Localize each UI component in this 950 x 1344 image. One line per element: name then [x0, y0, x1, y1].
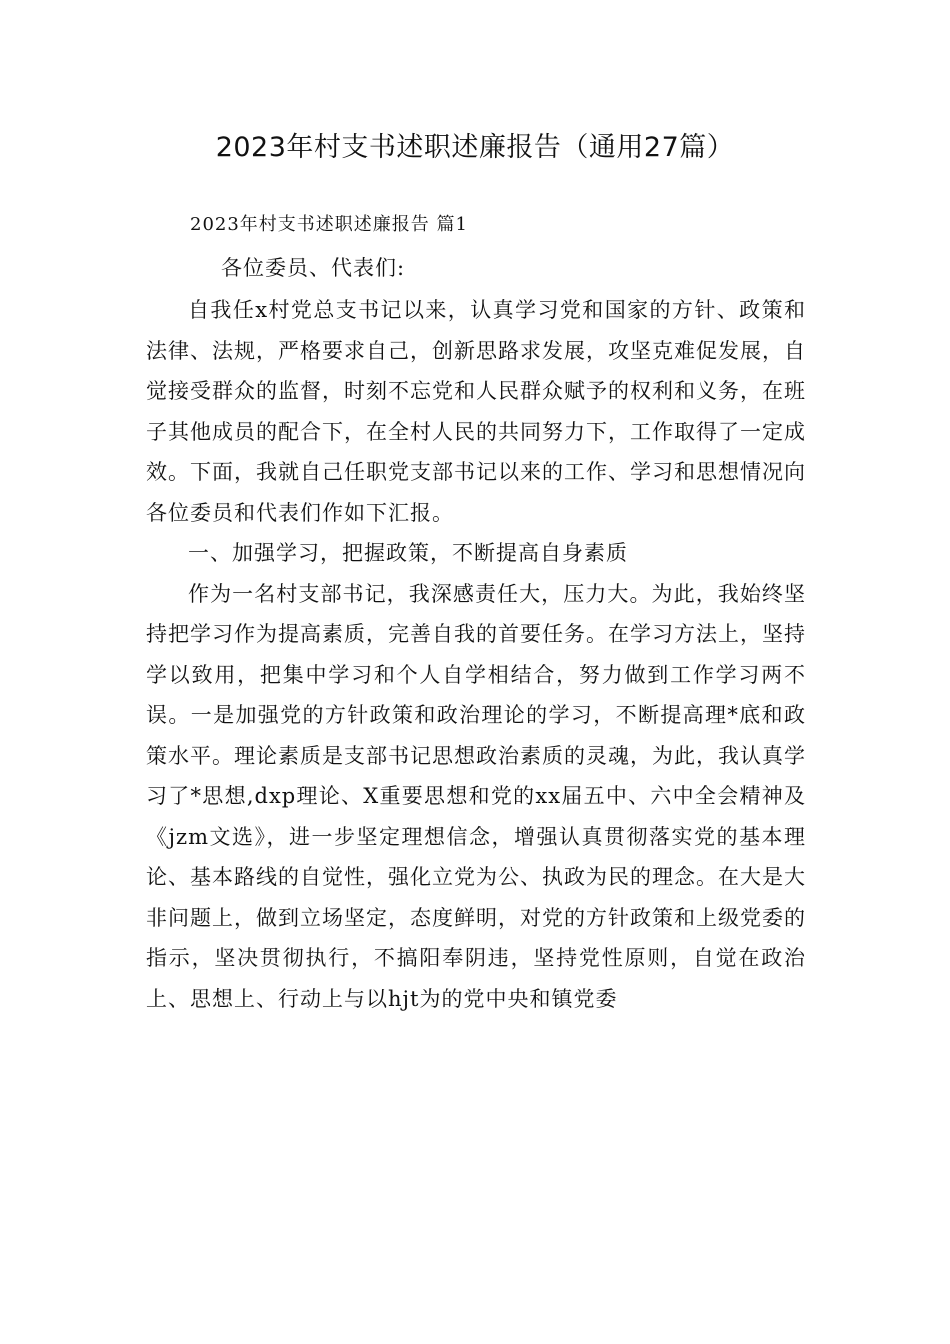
document-body [146, 205, 806, 1019]
section-subtitle: 2023年村支书述职述廉报告 篇1 [190, 214, 468, 235]
paragraph-study: 作为一名村支部书记，我深感责任大，压力大。为此，我始终坚持把学习作为提高素质，完善自我的首要任务。在学习方法上，坚持学以致用，把集中学习和个人自学相结合，努力做到工作学习两不误。一是加强党的方针政策和政治理论的学习，不断提高理*底和政策水平。理论素质是支部书记思想政治素质的灵魂，为此，我认真学习了*思想,dxp理论、X重要思想和党的xx届五中、六中全会精神及《jzm文选》，进一步坚定理想信念，增强认真贯彻落实党的基本理论、基本路线的自觉性，强化立党为公、执政为民的理念。在大是大非问题上，做到立场坚定，态度鲜明，对党的方针政策和上级党委的指示，坚决贯彻执行，不搞阳奉阴违，坚持党性原则，自觉在政治上、思想上、行动上与以hjt为的党中央和镇党委 [146, 581, 806, 1011]
document-title: 2023年村支书述职述廉报告（通用27篇） [215, 132, 735, 163]
section-heading: 一、加强学习，把握政策，不断提高自身素质 [188, 541, 628, 565]
salutation: 各位委员、代表们: [221, 255, 406, 280]
paragraph-intro: 自我任x村党总支书记以来，认真学习党和国家的方针、政策和法律、法规，严格要求自己，创新思路求发展，攻坚克难促发展，自觉接受群众的监督，时刻不忘党和人民群众赋予的权利和义务，在班子其他成员的配合下，在全村人民的共同努力下，工作取得了一定成效。下面，我就自己任职党支部书记以来的工作、学习和思想情况向各位委员和代表们作如下汇报。 [146, 298, 806, 525]
